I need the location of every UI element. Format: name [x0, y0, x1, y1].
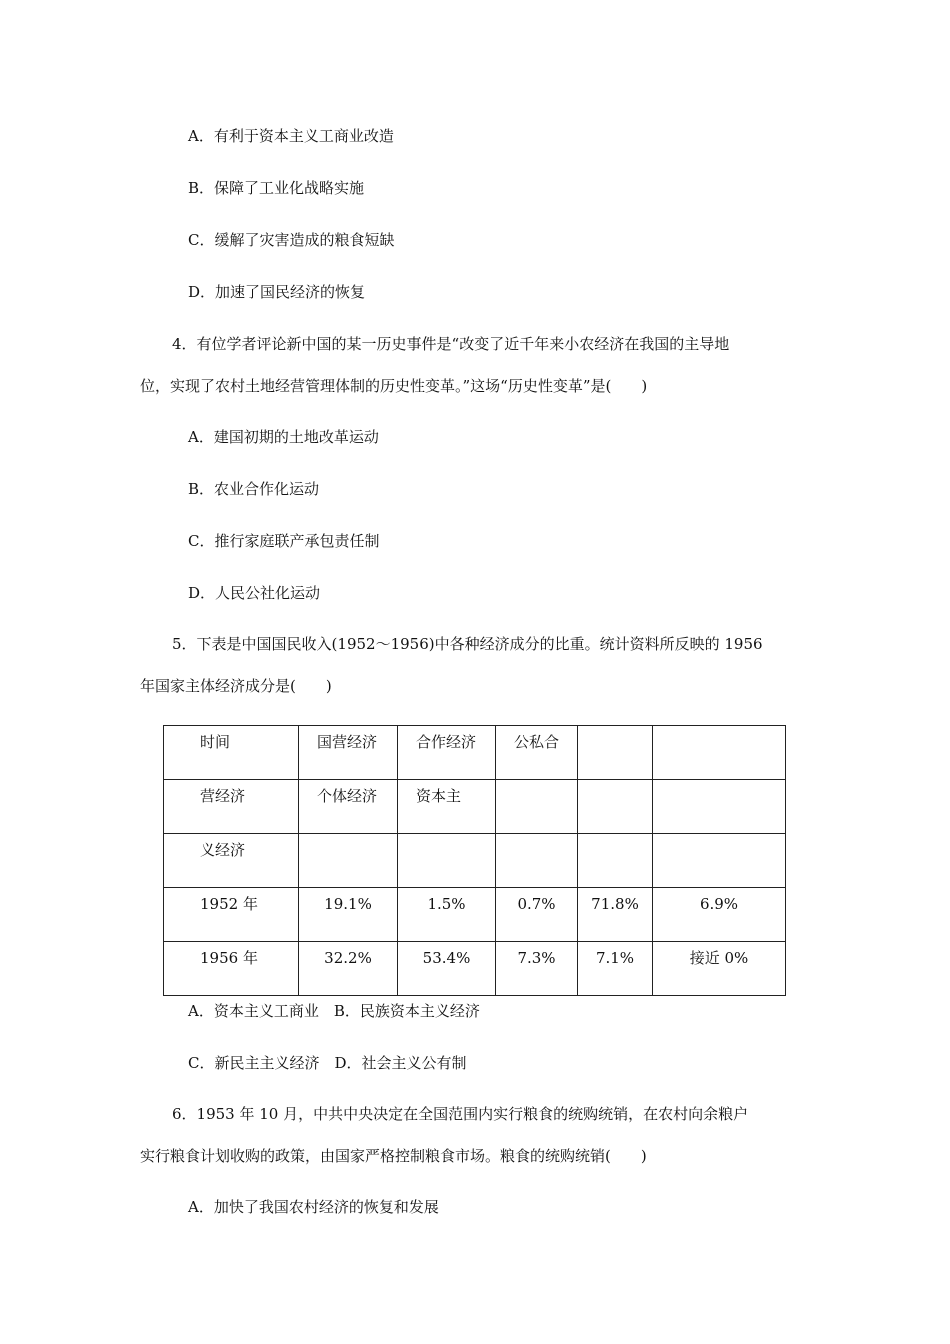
- q3-option-b: B．保障了工业化战略实施: [188, 179, 365, 197]
- q4-option-d: D．人民公社化运动: [188, 584, 321, 602]
- q4-option-a: A．建国初期的土地改革运动: [188, 428, 379, 446]
- table-cell: 7.1%: [578, 942, 653, 996]
- q6-option-a: A．加快了我国农村经济的恢复和发展: [188, 1198, 439, 1216]
- q4-stem-line2: 位，实现了农村土地经营管理体制的历史性变革。”这场“历史性变革”是( ): [140, 377, 648, 395]
- q3-option-c: C．缓解了灾害造成的粮食短缺: [188, 231, 395, 249]
- q5-options-line2: C．新民主主义经济 D．社会主义公有制: [188, 1054, 467, 1072]
- table-cell: 公私合: [496, 726, 578, 780]
- table-cell: [578, 780, 653, 834]
- table-row: [164, 888, 786, 942]
- table-cell: 19.1%: [299, 888, 398, 942]
- table-cell: 接近 0%: [653, 942, 786, 996]
- table-row: [164, 942, 786, 996]
- table-cell: 1.5%: [398, 888, 496, 942]
- q5-stem-line2: 年国家主体经济成分是( ): [140, 677, 332, 695]
- q3-option-a: A．有利于资本主义工商业改造: [188, 127, 394, 145]
- table-row: [164, 780, 786, 834]
- q6-stem-line1: 6．1953 年 10 月，中共中央决定在全国范围内实行粮食的统购统销，在农村向余粮户: [172, 1105, 749, 1123]
- q3-option-d: D．加速了国民经济的恢复: [188, 283, 366, 301]
- table-cell: [653, 780, 786, 834]
- q6-stem-line2: 实行粮食计划收购的政策，由国家严格控制粮食市场。粮食的统购统销( ): [140, 1147, 647, 1165]
- table-cell: 71.8%: [578, 888, 653, 942]
- table-cell: [653, 834, 786, 888]
- table-cell: 1952 年: [164, 888, 299, 942]
- table-cell: 国营经济: [299, 726, 398, 780]
- table-cell: 53.4%: [398, 942, 496, 996]
- table-cell: 营经济: [164, 780, 299, 834]
- income-share-table: [163, 725, 786, 996]
- table-cell: 7.3%: [496, 942, 578, 996]
- table-cell: 0.7%: [496, 888, 578, 942]
- q4-option-b: B．农业合作化运动: [188, 480, 320, 498]
- q5-options-line1: A．资本主义工商业 B．民族资本主义经济: [188, 1002, 480, 1020]
- table-cell: [496, 834, 578, 888]
- table-cell: 义经济: [164, 834, 299, 888]
- table-cell: 32.2%: [299, 942, 398, 996]
- q5-stem-line1: 5．下表是中国国民收入(1952～1956)中各种经济成分的比重。统计资料所反映的 1956: [172, 635, 763, 653]
- table-cell: 1956 年: [164, 942, 299, 996]
- table-row: [164, 834, 786, 888]
- table-row: [164, 726, 786, 780]
- table-cell: 时间: [164, 726, 299, 780]
- table-cell: [398, 834, 496, 888]
- q4-option-c: C．推行家庭联产承包责任制: [188, 532, 380, 550]
- table-cell: [578, 726, 653, 780]
- table-cell: 6.9%: [653, 888, 786, 942]
- table-cell: [578, 834, 653, 888]
- q4-stem-line1: 4．有位学者评论新中国的某一历史事件是“改变了近千年来小农经济在我国的主导地: [172, 335, 730, 353]
- table-cell: [299, 834, 398, 888]
- table-cell: 合作经济: [398, 726, 496, 780]
- table-cell: [496, 780, 578, 834]
- table-cell: 个体经济: [299, 780, 398, 834]
- table-cell: 资本主: [398, 780, 496, 834]
- table-cell: [653, 726, 786, 780]
